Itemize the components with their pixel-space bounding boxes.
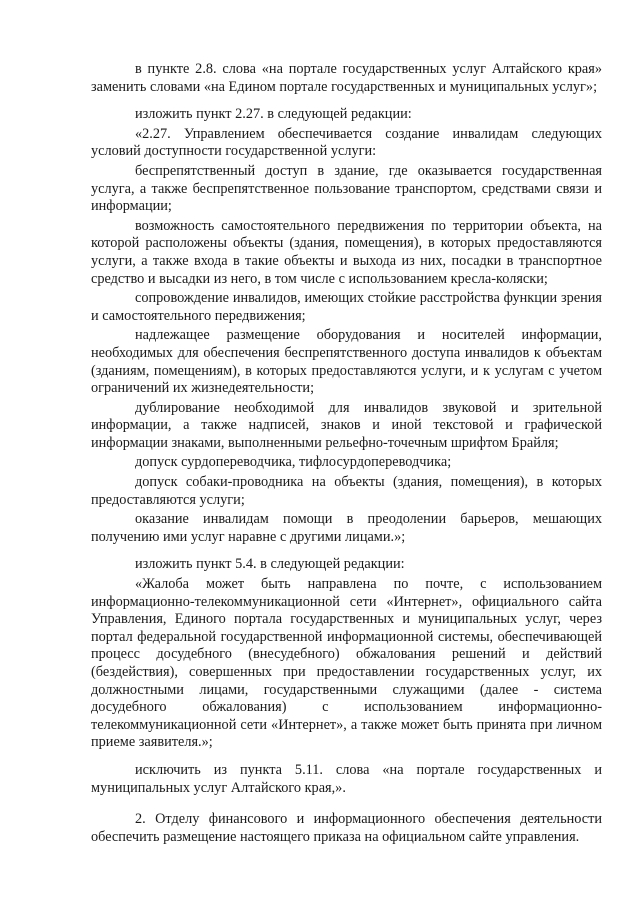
paragraph-7: надлежащее размещение оборудования и носителей информации, необходимых для обеспечения беспрепятственного доступа инвалидов к объектам (зданиям, помещениям), в которых предоставляются услуги, и к услугам с учетом ограничений их жизнедеятельности; (91, 327, 602, 397)
paragraph-15: 2. Отделу финансового и информационного обеспечения деятельности обеспечить размещение настоящего приказа на официальном сайте управления. (91, 811, 602, 845)
paragraph-2: изложить пункт 2.27. в следующей редакции: (135, 106, 412, 123)
paragraph-13: «Жалоба может быть направлена по почте, с использованием информационно-телекоммуникационной сети «Интернет», официального сайта Управления, Единого портала государственных и муниципальных услуг, через портал федеральной государственной информационной системы, обеспечивающей процесс досудебного (внесудебного) обжалования решений и действий (бездействия), совершенных при предоставлении государственных услуг, их должностными лицами, государственными служащими (далее - система досудебного обжалования) с использованием информационно-телекоммуникационной сети «Интернет», а также может быть принята при личном приеме заявителя.»; (91, 576, 602, 751)
paragraph-5: возможность самостоятельного передвижения по территории объекта, на которой расположены объекты (здания, помещения), в которых предоставляются услуги, а также входа в такие объекты и выхода из них, посадки в транспортное средство и высадки из него, в том числе с использованием кресла-коляски; (91, 217, 602, 287)
paragraph-14: исключить из пункта 5.11. слова «на портале государственных и муниципальных услуг Алтайского края,». (91, 761, 602, 796)
paragraph-3: «2.27. Управлением обеспечивается создание инвалидам следующих условий доступности государственной услуги: (91, 125, 602, 160)
paragraph-8: дублирование необходимой для инвалидов звуковой и зрительной информации, а также надписей, знаков и иной текстовой и графической информации знаками, выполненными рельефно-точечным шрифтом Брайля; (91, 399, 602, 451)
paragraph-6: сопровождение инвалидов, имеющих стойкие расстройства функции зрения и самостоятельного передвижения; (91, 290, 602, 324)
paragraph-4: беспрепятственный доступ в здание, где оказывается государственная услуга, а также беспрепятственное пользование транспортом, средствами связи и информации; (91, 162, 602, 215)
paragraph-9: допуск сурдопереводчика, тифлосурдопереводчика; (135, 454, 452, 471)
paragraph-10: допуск собаки-проводника на объекты (здания, помещения), в которых предоставляются услуги; (91, 474, 602, 508)
paragraph-1: в пункте 2.8. слова «на портале государственных услуг Алтайского края» заменить словами «на Едином портале государственных и муниципальных услуг»; (91, 61, 602, 95)
paragraph-11: оказание инвалидам помощи в преодолении барьеров, мешающих получению ими услуг наравне с другими лицами.»; (91, 511, 602, 545)
paragraph-12: изложить пункт 5.4. в следующей редакции: (135, 556, 405, 573)
